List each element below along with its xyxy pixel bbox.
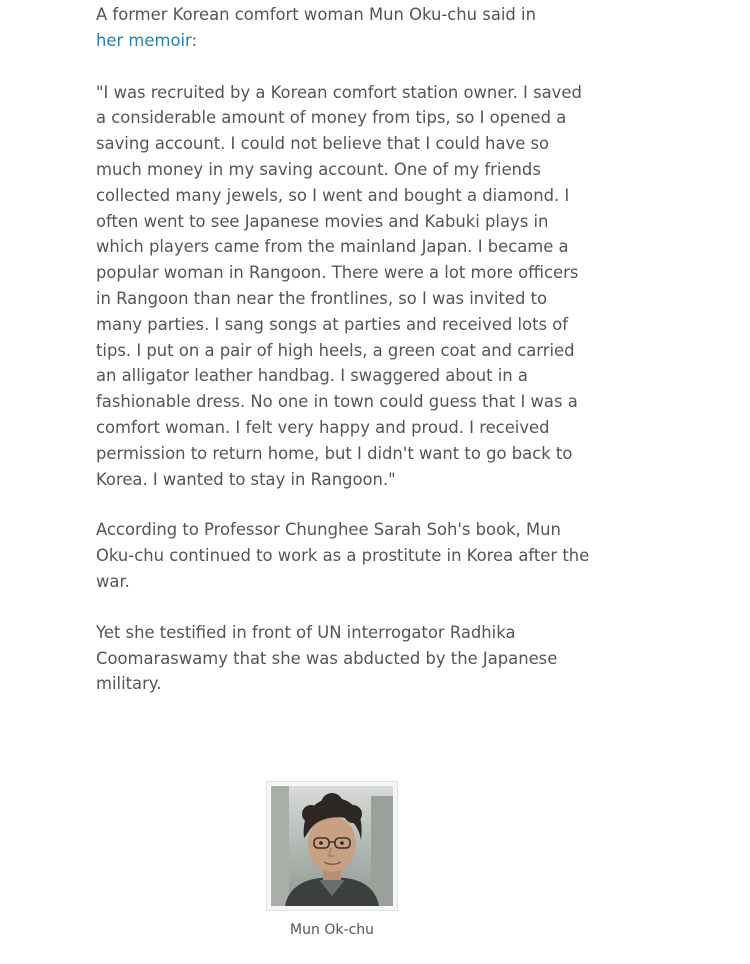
memoir-link[interactable]: her memoir (96, 30, 192, 50)
article-body (96, 2, 596, 697)
intro-text: A former Korean comfort woman Mun Oku-chu said in (96, 5, 536, 24)
intro-paragraph (96, 2, 596, 54)
photo-caption: Mun Ok-chu (290, 922, 374, 938)
testimony-paragraph: Yet she testified in front of UN interrogator Radhika Coomaraswamy that she was abducted by the Japanese military. (96, 622, 558, 694)
portrait-image (271, 786, 393, 906)
intro-colon: : (191, 30, 198, 50)
portrait-photo (266, 781, 398, 911)
professor-paragraph: According to Professor Chunghee Sarah Soh's book, Mun Oku-chu continued to work as a prostitute in Korea after the war. (96, 520, 590, 591)
memoir-quote: "I was recruited by a Korean comfort station owner. I saved a considerable amount of money from tips, so I opened a saving account. I could not believe that I could have so much money in my saving account. One of my friends collected many jewels, so I went and bought a diamond. I often went to see Japanese movies and Kabuki plays in which players came from the mainland Japan. I became a popular woman in Rangoon. There were a lot more officers in Rangoon than near the frontlines, so I was invited to many parties. I sang songs at parties and received lots of tips. I put on a pair of high heels, a green coat and carried an alligator leather handbag. I swaggered about in a fashionable dress. No one in town could guess that I was a comfort woman. I felt very happy and proud. I received permission to return home, but I didn't want to go back to Korea. I wanted to stay in Rangoon." (96, 82, 582, 489)
